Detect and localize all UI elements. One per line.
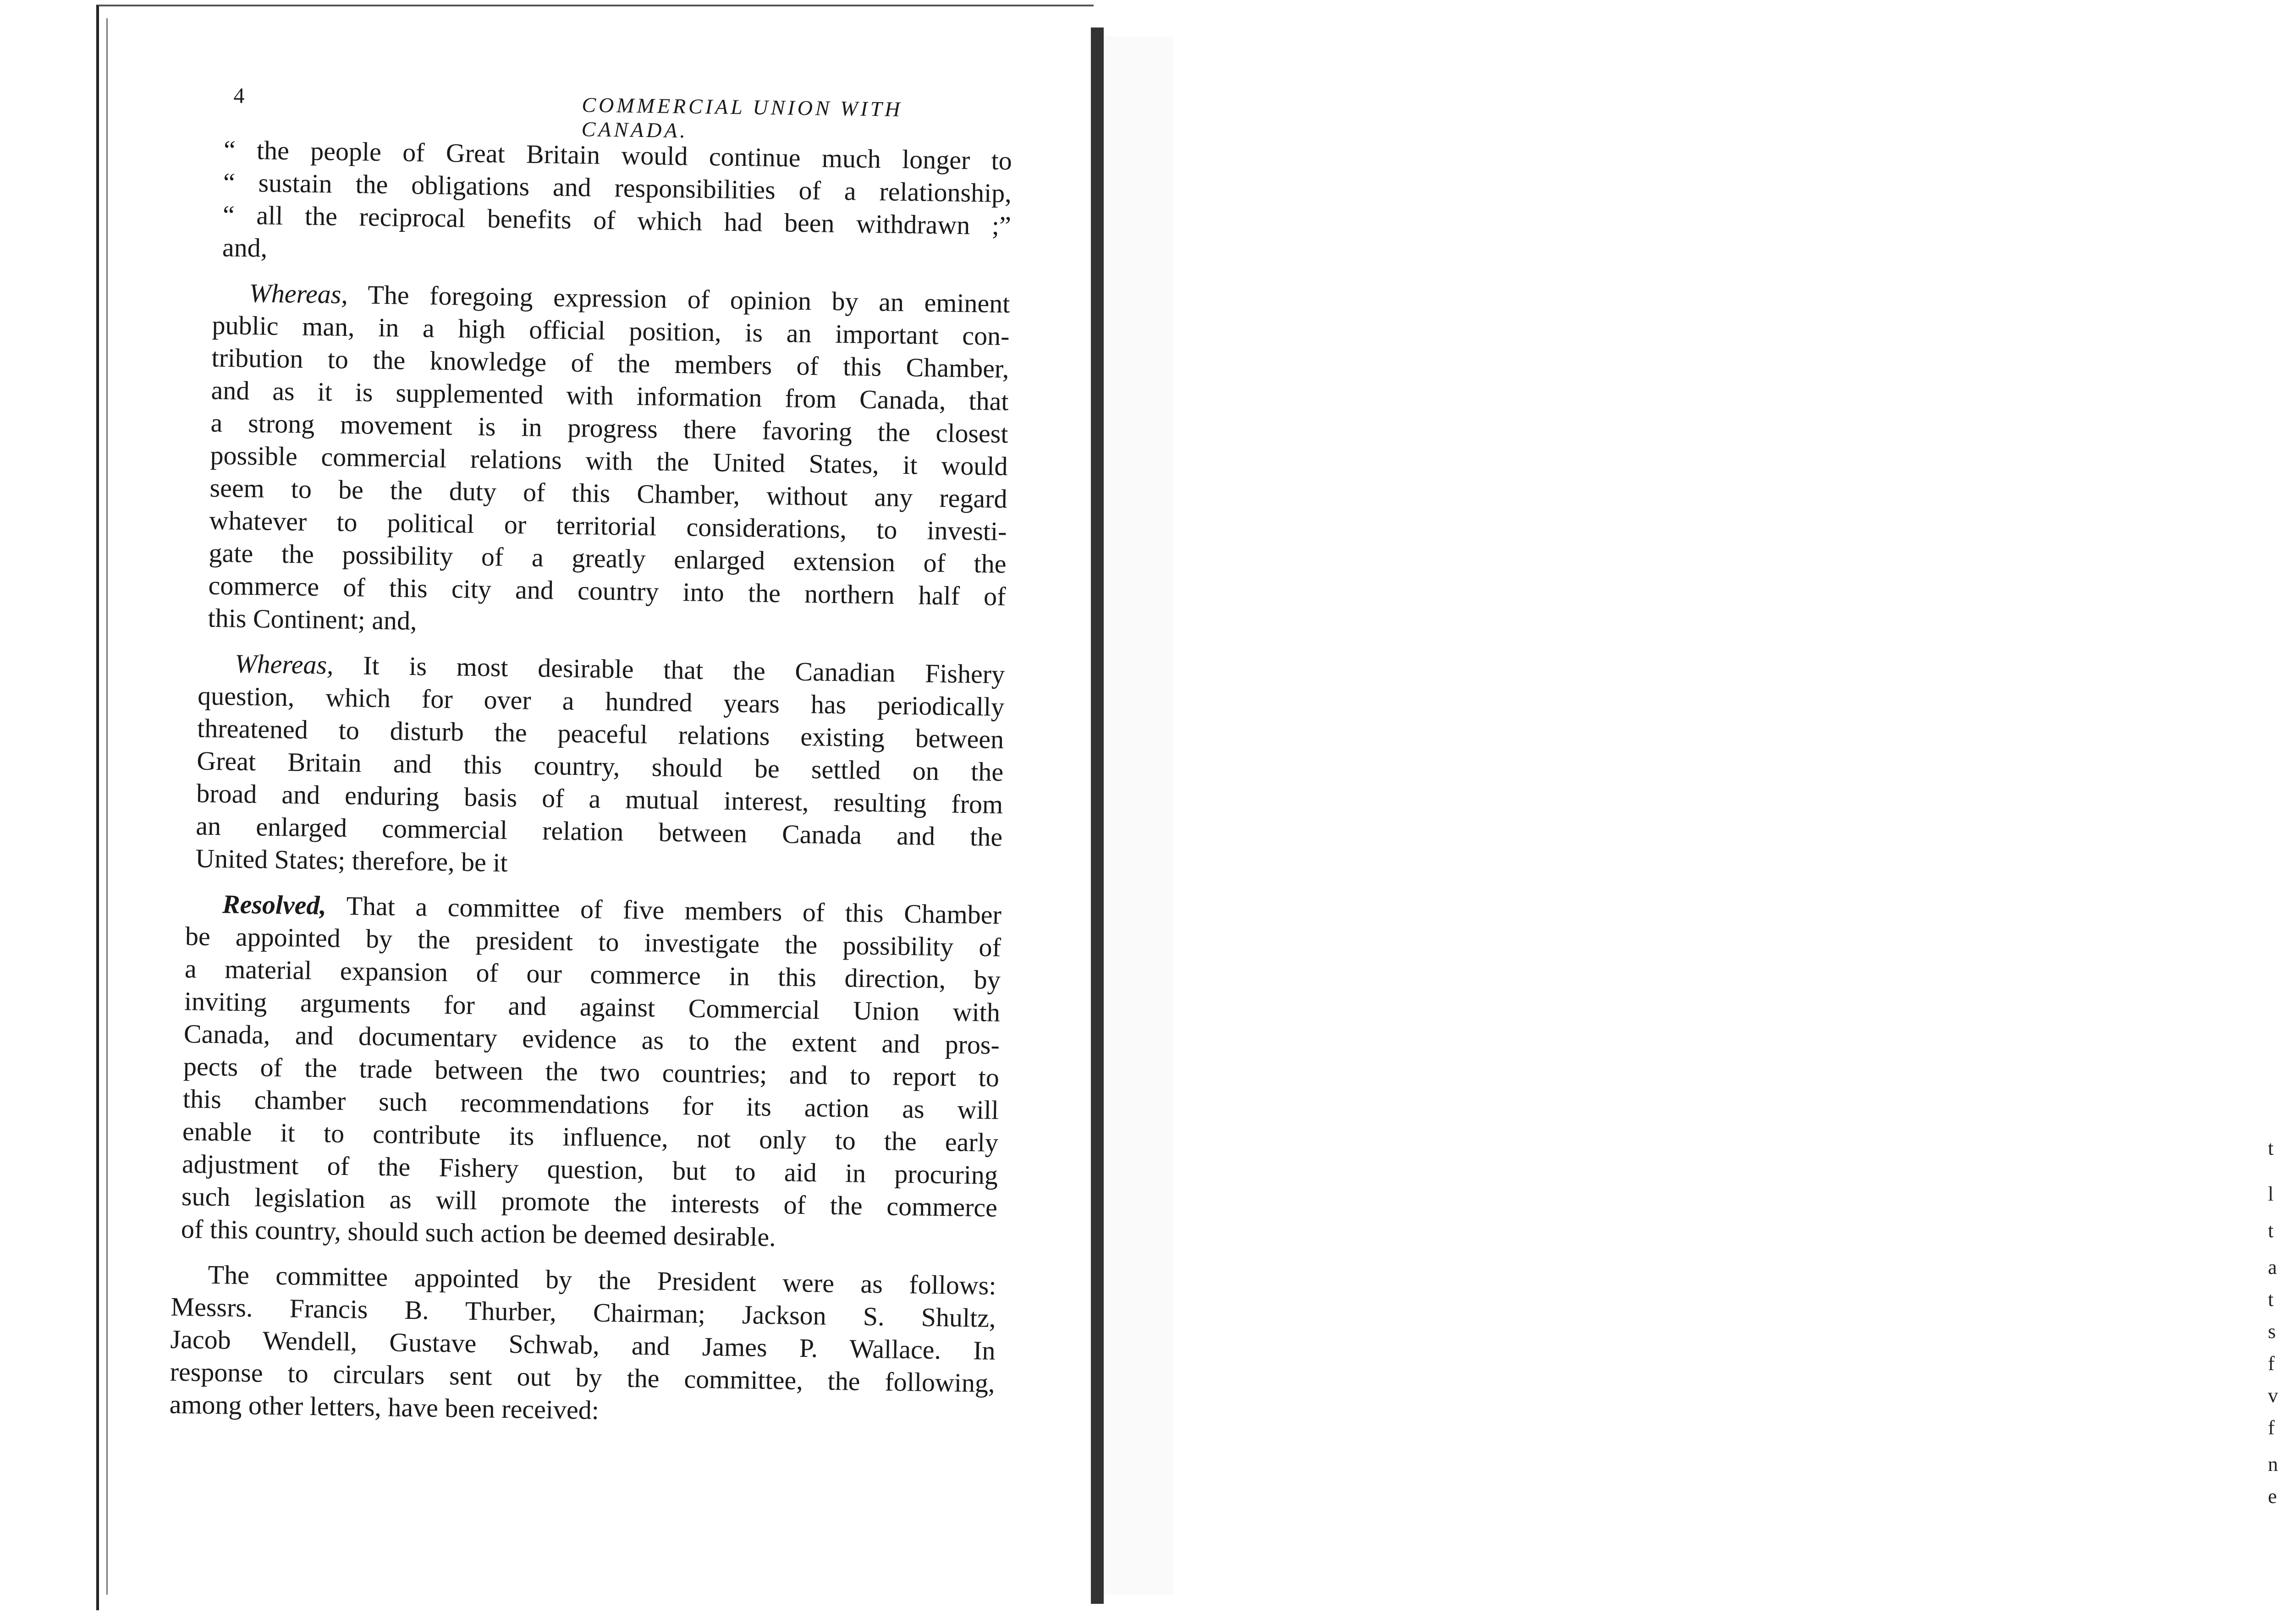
text-line: “ sustain the obligations and responsibilities of a relationship, — [223, 167, 1012, 208]
adjacent-letter: t — [2268, 1288, 2274, 1311]
text-line-rest: The foregoing expression of opinion by an eminent — [347, 279, 1010, 319]
adjacent-letter: e — [2268, 1485, 2277, 1508]
text-line: “ all the reciprocal benefits of which had been withdrawn ;” — [222, 200, 1012, 241]
text-line: tribution to the knowledge of the members of this Chamber, — [211, 342, 1009, 384]
text-line: inviting arguments for and against Commercial Union with — [184, 986, 1001, 1027]
text-line-rest: That a committee of five members of this Chamber — [326, 890, 1002, 930]
text-line: Canada, and documentary evidence as to the extent and pros- — [183, 1019, 1000, 1060]
text-line: this chamber such recommendations for its action as will — [182, 1084, 999, 1125]
text-line: adjustment of the Fishery question, but to aid in procuring — [182, 1149, 998, 1190]
paragraph-resolved — [181, 887, 1002, 1256]
adjacent-letter: l — [2268, 1183, 2274, 1205]
adjacent-letter: t — [2268, 1137, 2274, 1159]
text-line: possible commercial relations with the United States, it would — [210, 440, 1008, 482]
resolved-lead: Resolved, — [222, 889, 327, 921]
adjacent-letter: t — [2268, 1219, 2274, 1242]
page-number: 4 — [233, 83, 245, 108]
paragraph-committee — [169, 1258, 996, 1432]
adjacent-letter: n — [2268, 1453, 2278, 1476]
adjacent-page — [1104, 37, 2278, 1595]
text-line: broad and enduring basis of a mutual interest, resulting from — [196, 778, 1003, 819]
text-line: pects of the trade between the two countries; and to report to — [183, 1051, 1000, 1092]
adjacent-letter: v — [2268, 1384, 2278, 1407]
text-line: a strong movement is in progress there favoring the closest — [210, 407, 1008, 449]
text-line: “ the people of Great Britain would continue much longer to — [223, 135, 1012, 176]
page-edge-shadow — [1091, 27, 1104, 1604]
adjacent-letter: f — [2268, 1416, 2275, 1439]
text-line: seem to be the duty of this Chamber, without any regard — [209, 472, 1007, 514]
text-line: enable it to contribute its influence, not only to the early — [182, 1116, 999, 1158]
page-gutter-rule — [106, 18, 108, 1595]
text-line: a material expansion of our commerce in this direction, by — [184, 954, 1001, 995]
text-line: question, which for over a hundred years has periodically — [197, 680, 1005, 722]
text-line: whatever to political or territorial considerations, to investi- — [209, 505, 1007, 547]
text-line: an enlarged commercial relation between Canada and the — [195, 811, 1003, 852]
paragraph-whereas-1 — [208, 276, 1010, 645]
adjacent-letter: f — [2268, 1352, 2275, 1375]
adjacent-letter: a — [2268, 1256, 2277, 1278]
text-line: Jacob Wendell, Gustave Schwab, and James P. Wallace. In — [170, 1324, 996, 1366]
text-line: and as it is supplemented with information from Canada, that — [211, 375, 1009, 417]
text-line: this Continent; and, — [208, 603, 418, 636]
text-line: Messrs. Francis B. Thurber, Chairman; Jackson S. Shultz, — [171, 1291, 996, 1333]
text-line: threatened to disturb the peaceful relations existing between — [197, 713, 1004, 754]
text-line: such legislation as will promote the interests of the commerce — [181, 1181, 998, 1223]
adjacent-letter: s — [2268, 1320, 2276, 1343]
text-line: Great Britain and this country, should be settled on the — [196, 746, 1004, 787]
text-line: of this country, should such action be deemed desirable. — [181, 1214, 776, 1252]
paragraph-quote-continuation — [222, 133, 1012, 274]
text-line: gate the possibility of a greatly enlarged extension of the — [209, 538, 1007, 579]
text-line: and, — [222, 232, 268, 263]
text-line: United States; therefore, be it — [195, 843, 508, 878]
text-line: response to circulars sent out by the committee, the following, — [170, 1356, 995, 1398]
running-title: COMMERCIAL UNION WITH CANADA. — [581, 93, 903, 143]
text-line: public man, in a high official position, is an important con- — [212, 310, 1010, 351]
text-line: be appointed by the president to investigate the possibility of — [185, 921, 1001, 962]
paragraph-whereas-2 — [195, 647, 1005, 886]
whereas-lead: Whereas, — [234, 648, 334, 680]
text-line: among other letters, have been received: — [169, 1389, 600, 1425]
text-line: commerce of this city and country into the northern half of — [208, 570, 1006, 612]
whereas-lead: Whereas, — [249, 278, 348, 309]
document-page — [167, 82, 1013, 1606]
text-line: The committee appointed by the President were as follows: — [208, 1259, 996, 1300]
text-line-rest: It is most desirable that the Canadian Fishery — [333, 650, 1005, 690]
